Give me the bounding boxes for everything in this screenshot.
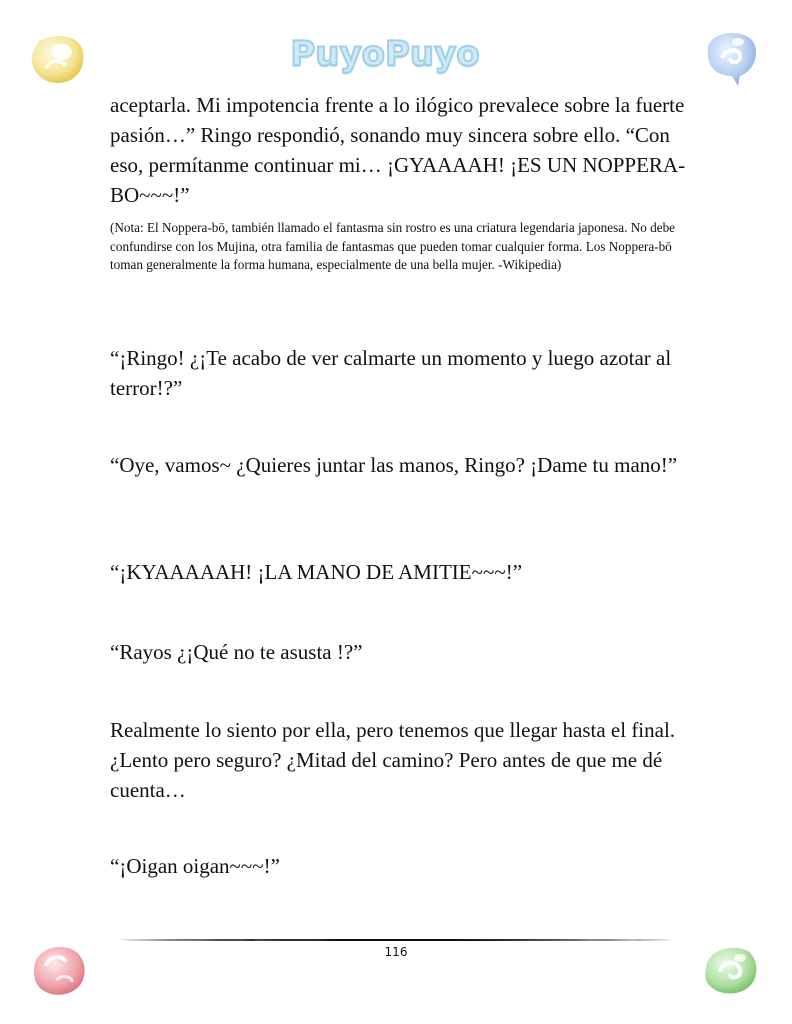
yellow-puyo-icon bbox=[28, 30, 88, 90]
paragraph-3: “Oye, vamos~ ¿Quieres juntar las manos, Ringo? ¡Dame tu mano!” bbox=[110, 453, 678, 477]
footer-divider bbox=[118, 938, 674, 942]
paragraph-4: “¡KYAAAAAH! ¡LA MANO DE AMITIE~~~!” bbox=[110, 560, 523, 584]
puyopuyo-logo bbox=[290, 30, 480, 78]
paragraph-7: “¡Oigan oigan~~~!” bbox=[110, 854, 280, 878]
paragraph-6: Realmente lo siento por ella, pero tenemos que llegar hasta el final. ¿Lento pero seguro? ¿Mitad del camino? Pero antes de que me dé cuenta… bbox=[110, 718, 676, 802]
paragraph-1: aceptarla. Mi impotencia frente a lo ilógico prevalece sobre la fuerte pasión…” Ringo respondió, sonando muy sincera sobre ello. “Con eso, permítanme continuar mi… ¡GYAAAAH! ¡ES UN NOPPERA-BO~~~!” bbox=[110, 93, 686, 207]
page-number: 116 bbox=[384, 945, 408, 959]
paragraph-2: “¡Ringo! ¿¡Te acabo de ver calmarte un momento y luego azotar al terror!?” bbox=[110, 346, 672, 400]
footnote: (Nota: El Noppera-bō, también llamado el fantasma sin rostro es una criatura legendaria japonesa. No debe confundirse con los Mujina, otra familia de fantasmas que pueden tomar cualquier forma. Los Noppera-bō toman generalmente la forma humana, especialmente de una bella mujer. -Wikipedia) bbox=[110, 220, 676, 272]
paragraph-5: “Rayos ¿¡Qué no te asusta !?” bbox=[110, 640, 363, 664]
logo-text: PuyoPuyo bbox=[290, 34, 480, 74]
blue-puyo-icon bbox=[700, 26, 760, 86]
